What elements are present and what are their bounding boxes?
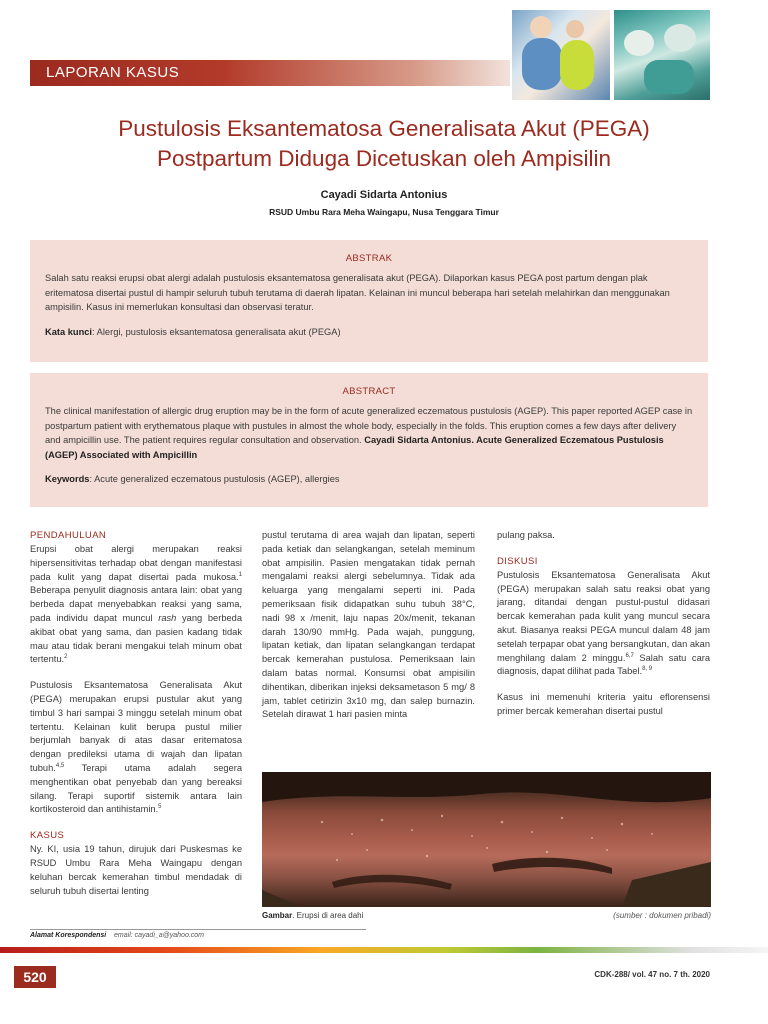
correspondence-line	[30, 929, 366, 939]
column-1	[30, 529, 242, 898]
section-label-bar	[30, 60, 510, 86]
kasus-heading: KASUS	[30, 830, 65, 842]
header-photo-medical-team	[512, 10, 610, 100]
abstrak-text: Salah satu reaksi erupsi obat alergi adalah pustulosis eksantematosa generalisata akut (PEGA). Dilaporkan kasus PEGA post partum dengan plak eritematosa disertai pustul di hampir seluruh tubuh terutama di daerah lipatan. Kelainan ini muncul beberapa hari setelah melahirkan dan menggunakan ampisilin. Kasus ini memerlukan konsultasi dan observasi teratur.	[45, 273, 670, 312]
author-affiliation: RSUD Umbu Rara Meha Waingapu, Nusa Tenggara Timur	[269, 207, 499, 217]
figure-caption-text: . Erupsi di area dahi	[292, 911, 364, 920]
correspondence-label: Alamat Korespondensi	[30, 932, 107, 939]
abstrak-heading: ABSTRAK	[345, 253, 393, 264]
author-name: Cayadi Sidarta Antonius	[320, 189, 448, 201]
figure-source: (sumber : dokumen pribadi)	[613, 911, 711, 920]
forehead-photo	[262, 772, 711, 907]
tabel-link[interactable]: Tabel	[617, 666, 640, 677]
figure-forehead-eruption	[262, 772, 711, 907]
article-title	[20, 114, 748, 174]
kasus-end-text: pulang paksa.	[497, 530, 555, 540]
pendahuluan-paragraph-1: Erupsi obat alergi merupakan reaksi hipersensitivitas terhadap obat dengan manifestasi pada kulit yang dapat disertai pada mukosa.$^1$ Beberapa penyulit diagnosis antara lain: obat yang berbeda dapat menyebabkan reaksi yang sama, pada individu dapat muncul rash yang berbeda akibat obat yang sama, dan pasien kadang tidak mau atau tidak berani mengakui telah minum obat tertentu.$^2$	[30, 544, 242, 665]
abstract-citation: Cayadi Sidarta Antonius. Acute Generalized Eczematous Pustulosis (AGEP) Associated with Ampicillin	[45, 435, 664, 460]
correspondence-email[interactable]: email: cayadi_a@yahoo.com	[114, 932, 205, 939]
abstract-body: The clinical manifestation of allergic drug eruption may be in the form of acute generalized eczematous pustulosis (AGEP). This paper reported AGEP case in postpartum patient with erythematous plaque with pustules in almost the whole body, especially in the folds. This eruption comes a few days after delivery and ampicillin use. The patient requires regular consultation and observation.	[45, 406, 693, 445]
pendahuluan-paragraph-2: Pustulosis Eksantematosa Generalisata Akut (PEGA) merupakan erupsi pustular akut yang timbul 3 hari sampai 3 minggu setelah minum obat tertentu. Kelainan kulit berupa pustul milier berjumlah banyak di atas dasar eritematosa dengan predileksi utama di wajah dan lipatan tubuh.$^{4,5}$ Terapi utama adalah segera menghentikan obat penyebab dan yang bereaksi silang. Terapi suportif sistemik antara lain kortikosteroid dan antihistamin.$^5$	[30, 680, 242, 815]
abstract-keywords-text: : Acute generalized eczematous pustulosis (AGEP), allergies	[89, 474, 340, 484]
journal-reference: CDK-288/ vol. 47 no. 7 th. 2020	[594, 970, 710, 979]
abstrak-keywords-text: : Alergi, pustulosis eksantematosa generalisata akut (PEGA)	[92, 326, 341, 337]
footer-color-strip	[0, 947, 768, 953]
abstrak-box	[30, 240, 708, 362]
kasus-paragraph: Ny. KI, usia 19 tahun, dirujuk dari Puskesmas ke RSUD Umbu Rara Meha Waingapu dengan keluhan bercak kemerahan timbul mendadak di seluruh tubuh disertai lenting	[30, 844, 242, 896]
abstract-heading: ABSTRACT	[342, 386, 396, 397]
diskusi-heading: DISKUSI	[497, 555, 538, 567]
pendahuluan-heading: PENDAHULUAN	[30, 530, 107, 541]
abstract-box	[30, 373, 708, 507]
page-number: 520	[14, 966, 56, 988]
kasus-continued-paragraph: pustul terutama di area wajah dan lipatan, seperti pada ketiak dan selangkangan, setelah meminum obat ampisilin. Pasien mengatakan tidak pernah mengalami reaksi alergi sebelumnya. Tidak ada keluarga yang mengalami seperti ini. Pada pemeriksaan fisik didapatkan suhu tubuh 38°C, nadi 98 x /menit, laju napas 20x/menit, tekanan darah 130/90 mmHg. Pada wajah, punggung, lipatan ketiak, dan lipatan selangkangan terdapat bercak kemerahan pustulosa. Pemeriksaan lain dalam batas normal. Konsumsi obat ampisilin dihentikan, diberikan injeksi deksametason 5 mg/ 8 jam, tablet cetirizin 3x10 mg, dan salep burnazin. Setelah dirawat 1 hari pasien minta	[262, 530, 475, 720]
section-label: LAPORAN KASUS	[46, 64, 180, 81]
title-line-1: Pustulosis Eksantematosa Generalisata Akut (PEGA)	[118, 116, 650, 141]
figure-label: Gambar	[262, 911, 293, 920]
diskusi-paragraph-2: Kasus ini memenuhi kriteria yaitu eflorensensi primer bercak kemerahan disertai pustul	[497, 692, 710, 716]
abstrak-keywords-label: Kata kunci	[45, 326, 93, 337]
abstract-text	[45, 404, 693, 462]
header-photo-surgeons	[614, 10, 710, 100]
title-line-2: Postpartum Diduga Dicetuskan oleh Ampisilin	[157, 146, 611, 171]
abstract-keywords	[45, 472, 693, 487]
column-3	[497, 529, 710, 719]
abstract-keywords-label: Keywords	[45, 474, 90, 484]
abstrak-keywords	[45, 325, 693, 340]
diskusi-paragraph-1: Pustulosis Eksantematosa Generalisata Akut (PEGA) merupakan salah satu reaksi obat yang jarang, ditandai dengan pustul-pustul didasari bercak kemerahan pada kulit yang muncul secara akut. Biasanya reaksi PEGA muncul dalam 48 jam setelah terpapar obat yang bersangkutan, dan akan menghilang dalam 2 minggu.$^{6,7}$ Salah satu cara diagnosis, dapat dilihat pada Tabel.$^{8, 9}$	[497, 569, 711, 677]
column-2	[262, 529, 475, 722]
figure-caption	[262, 911, 711, 920]
